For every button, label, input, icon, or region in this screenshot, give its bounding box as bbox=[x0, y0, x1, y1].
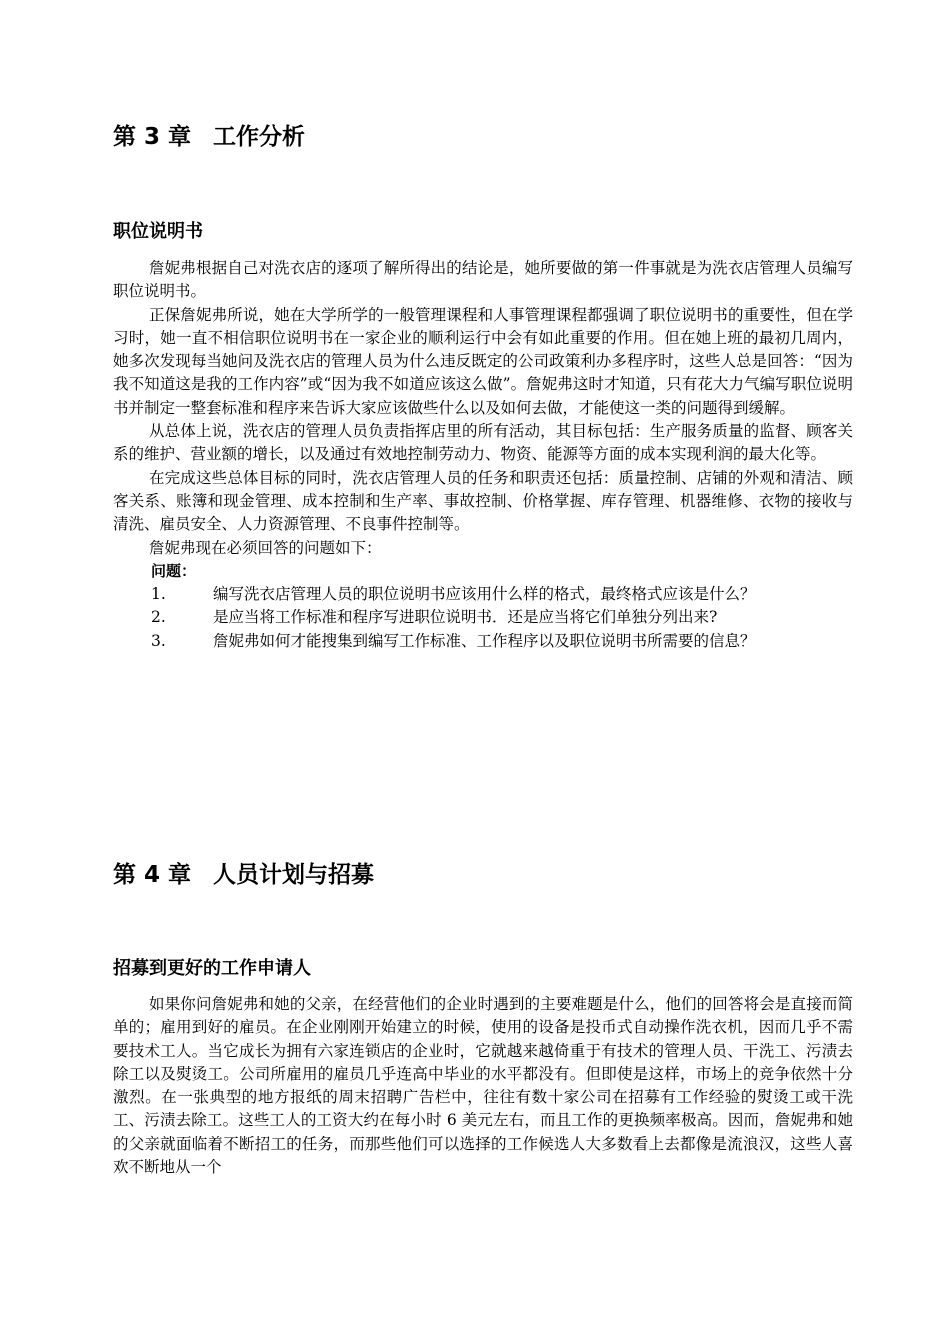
chapter-4-number: 第 4 章 bbox=[113, 862, 192, 888]
question-text: 詹妮弗如何才能搜集到编写工作标准、工作程序以及职位说明书所需要的信息？ bbox=[213, 631, 756, 650]
question-number: 3. bbox=[151, 631, 166, 650]
question-number: 1. bbox=[151, 585, 166, 604]
chapter-3-number: 第 3 章 bbox=[113, 124, 192, 150]
question-number: 2. bbox=[151, 608, 166, 627]
questions-heading: 问题： bbox=[151, 561, 197, 580]
paragraph: 詹妮弗根据自己对洗衣店的逐项了解所得出的结论是，她所要做的第一件事就是为洗衣店管理人员编写职位说明书。 bbox=[113, 259, 853, 301]
question-item bbox=[113, 606, 853, 629]
paragraph: 在完成这些总体目标的同时，洗衣店管理人员的任务和职责还包括：质量控制、店铺的外观和清洁、顾客关系、账簿和现金管理、成本控制和生产率、事故控制、价格掌握、库存管理、机器维修、衣物的接收与清洗、雇员安全、人力资源管理、不良事件控制等。 bbox=[113, 468, 853, 534]
chapter-3-title bbox=[113, 122, 305, 152]
section-job-description-title: 职位说明书 bbox=[113, 221, 203, 242]
question-text: 编写洗衣店管理人员的职位说明书应该用什么样的格式，最终格式应该是什么？ bbox=[213, 585, 756, 604]
paragraph: 从总体上说，洗衣店的管理人员负责指挥店里的所有活动，其目标包括：生产服务质量的监督、顾客关系的维护、营业额的增长，以及通过有效地控制劳动力、物资、能源等方面的成本实现利润的最大化等。 bbox=[113, 422, 853, 464]
paragraph: 正保詹妮弗所说，她在大学所学的一般管理课程和人事管理课程都强调了职位说明书的重要性，但在学习时，她一直不相信职位说明书在一家企业的顺利运行中会有如此重要的作用。但在她上班的最初几周内，她多次发现每当她问及洗衣店的管理人员为什么违反既定的公司政策利办多程序时，这些人总是回答：“因为我不知道这是我的工作内容”或“因为我不如道应该这么做”。詹妮弗这时才知道，只有花大力气编写职位说明书并制定一整套标准和程序来告诉大家应该做些什么以及如何去做，才能使这一类的问题得到缓解。 bbox=[113, 305, 853, 417]
section-recruiting-title: 招募到更好的工作申请人 bbox=[113, 958, 311, 979]
question-text: 是应当将工作标准和程序写进职位说明书．还是应当将它们单独分列出来? bbox=[213, 608, 718, 627]
chapter-4-body bbox=[113, 993, 853, 1179]
chapter-3-body bbox=[113, 257, 853, 653]
question-item bbox=[113, 630, 853, 653]
chapter-4-name: 人员计划与招募 bbox=[213, 862, 375, 888]
chapter-3-name: 工作分析 bbox=[213, 124, 306, 150]
paragraph: 如果你问詹妮弗和她的父亲，在经营他们的企业时遇到的主要难题是什么，他们的回答将会是直接而简单的；雇用到好的雇员。在企业刚刚开始建立的时候，使用的设备是投币式自动操作洗衣机，因而几乎不需要技术工人。当它成长为拥有六家连锁店的企业时，它就越来越倚重于有技术的管理人员、干洗工、污渍去除工以及熨烫工。公司所雇用的雇员几乎连高中毕业的水平都没有。但即使是这样，市场上的竞争依然十分激烈。在一张典型的地方报纸的周末招聘广告栏中，往往有数十家公司在招募有工作经验的熨烫工或干洗工、污渍去除工。这些工人的工资大约在每小时 6 美元左右，而且工作的更换频率极高。因而，詹妮弗和她的父亲就面临着不断招工的任务，而那些他们可以选择的工作候选人大多数看上去都像是流浪汉，这些人喜欢不断地从一个 bbox=[113, 995, 853, 1177]
paragraph: 詹妮弗现在必须回答的问题如下： bbox=[149, 538, 382, 557]
question-item bbox=[113, 583, 853, 606]
chapter-4-title bbox=[113, 860, 374, 890]
